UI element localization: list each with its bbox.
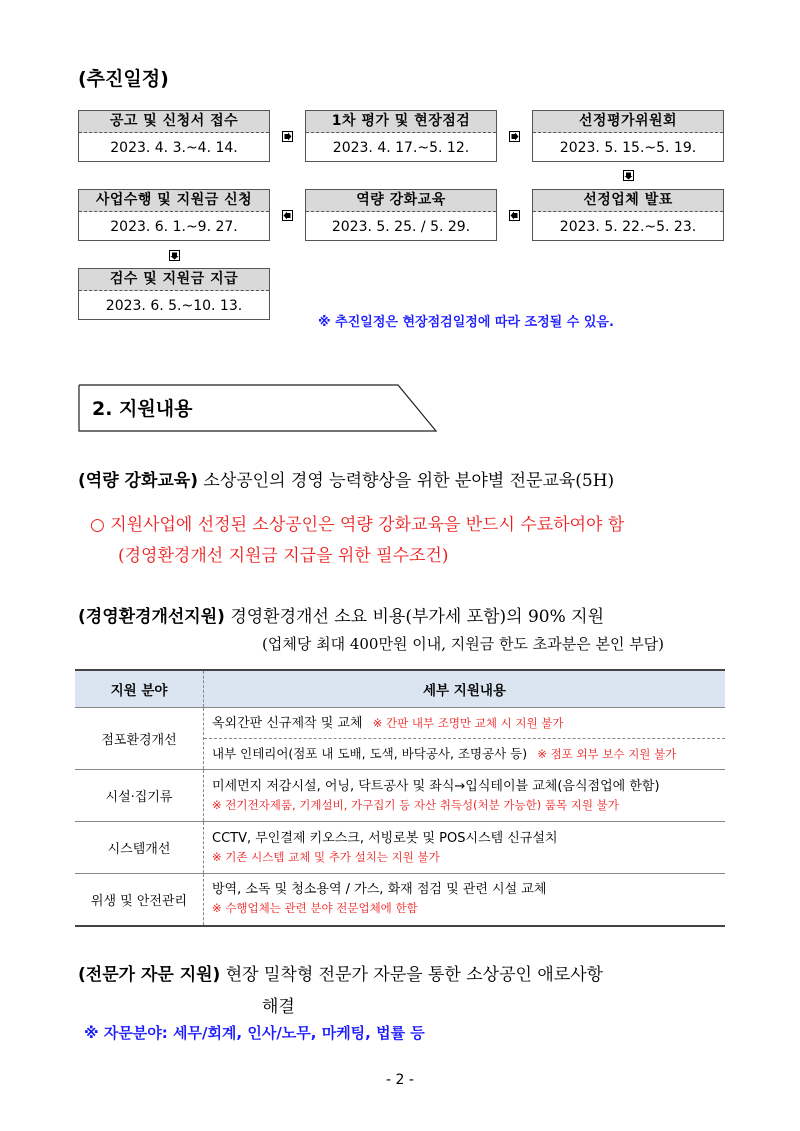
step-date: 2023. 6. 5.~10. 13. xyxy=(105,298,243,314)
column-header: 지원 분야 xyxy=(75,670,204,708)
step-date: 2023. 5. 15.~5. 19. xyxy=(559,140,697,156)
step-label: 검수 및 지원금 지급 xyxy=(79,269,269,291)
schedule-step-announcement xyxy=(532,189,724,241)
step-label: 사업수행 및 지원금 신청 xyxy=(79,190,269,212)
table-row xyxy=(75,770,725,822)
detail-cell xyxy=(204,770,726,822)
schedule-title: (추진일정) xyxy=(78,68,169,90)
detail-text: 방역, 소독 및 청소용역 / 가스, 화재 점검 및 관련 시설 교체 xyxy=(212,882,547,898)
schedule-step-training xyxy=(305,189,497,241)
detail-cell xyxy=(204,708,726,770)
step-label: 선정업체 발표 xyxy=(533,190,723,212)
detail-text: 미세먼지 저감시설, 어닝, 닥트공사 및 좌식→입식테이블 교체(음식점업에 한함) xyxy=(212,778,660,794)
table-row xyxy=(75,822,725,874)
schedule-step-announce xyxy=(78,110,270,162)
capacity-condition: (경영환경개선 지원금 지급을 위한 필수조건) xyxy=(118,546,449,566)
expert-paragraph xyxy=(78,960,603,985)
schedule-step-execution xyxy=(78,189,270,241)
step-date: 2023. 4. 17.~5. 12. xyxy=(332,140,470,156)
page-number: - 2 - xyxy=(386,1072,414,1088)
step-date: 2023. 5. 25. / 5. 29. xyxy=(331,219,471,235)
detail-text: 내부 인테리어(점포 내 도배, 도색, 바닥공사, 조명공사 등) xyxy=(212,746,528,761)
table-header-row xyxy=(75,670,725,708)
step-label: 선정평가위원회 xyxy=(533,111,723,133)
improve-text: 경영환경개선 소요 비용(부가세 포함)의 90% 지원 xyxy=(230,607,604,627)
arrow-down-icon xyxy=(623,170,634,181)
capacity-paragraph xyxy=(78,466,614,491)
schedule-step-evaluation xyxy=(305,110,497,162)
detail-note: ※ 수행업체는 관련 분야 전문업체에 한함 xyxy=(212,901,418,916)
arrow-right-icon xyxy=(282,131,293,142)
area-cell: 위생 및 안전관리 xyxy=(75,874,204,926)
section-title: 2. 지원내용 xyxy=(92,398,193,420)
arrow-left-icon xyxy=(509,210,520,221)
improve-label: (경영환경개선지원) xyxy=(78,607,225,627)
step-date: 2023. 4. 3.~4. 14. xyxy=(110,140,238,156)
step-date: 2023. 5. 22.~5. 23. xyxy=(559,219,697,235)
area-cell: 점포환경개선 xyxy=(75,708,204,770)
detail-cell xyxy=(204,822,726,874)
detail-text: 옥외간판 신규제작 및 교체 xyxy=(212,716,363,731)
area-cell: 시스템개선 xyxy=(75,822,204,874)
schedule-note: ※ 추진일정은 현장점검일정에 따라 조정될 수 있음. xyxy=(318,315,614,330)
table-row xyxy=(75,874,725,926)
expert-text: 현장 밀착형 전문가 자문을 통한 소상공인 애로사항 xyxy=(225,965,604,985)
arrow-right-icon xyxy=(509,131,520,142)
detail-note: ※ 기존 시스템 교체 및 추가 설치는 지원 불가 xyxy=(212,849,440,864)
schedule-step-committee xyxy=(532,110,724,162)
detail-note: ※ 점포 외부 보수 지원 불가 xyxy=(537,747,677,761)
step-label: 공고 및 신청서 접수 xyxy=(79,111,269,133)
area-cell: 시설·집기류 xyxy=(75,770,204,822)
capacity-text: 소상공인의 경영 능력향상을 위한 분야별 전문교육(5H) xyxy=(203,471,615,491)
step-label: 1차 평가 및 현장점검 xyxy=(306,111,496,133)
schedule-step-payment xyxy=(78,268,270,320)
step-date: 2023. 6. 1.~9. 27. xyxy=(110,219,238,235)
improve-paragraph xyxy=(78,602,604,627)
column-header: 세부 지원내용 xyxy=(204,670,726,708)
detail-line xyxy=(204,739,725,769)
expert-label: (전문가 자문 지원) xyxy=(78,965,221,985)
improve-sub: (업체당 최대 400만원 이내, 지원금 한도 초과분은 본인 부담) xyxy=(262,635,665,653)
expert-text-cont: 해결 xyxy=(262,997,295,1017)
table-row xyxy=(75,708,725,770)
capacity-bullet: ○ 지원사업에 선정된 소상공인은 역량 강화교육을 반드시 수료하여야 함 xyxy=(90,515,625,535)
detail-note: ※ 전기전자제품, 기계설비, 가구집기 등 자산 취득성(처분 가능한) 품목 지원 불가 xyxy=(212,797,619,812)
detail-line xyxy=(204,708,725,739)
expert-note: ※ 자문분야: 세무/회계, 인사/노무, 마케팅, 법률 등 xyxy=(84,1024,425,1042)
detail-cell xyxy=(204,874,726,926)
detail-text: CCTV, 무인결제 키오스크, 서빙로봇 및 POS시스템 신규설치 xyxy=(212,830,558,846)
capacity-label: (역량 강화교육) xyxy=(78,471,198,491)
arrow-down-icon xyxy=(169,250,180,261)
detail-note: ※ 간판 내부 조명만 교체 시 지원 불가 xyxy=(372,716,564,730)
section-header xyxy=(78,384,436,430)
step-label: 역량 강화교육 xyxy=(306,190,496,212)
arrow-left-icon xyxy=(282,210,293,221)
support-table xyxy=(75,669,725,927)
